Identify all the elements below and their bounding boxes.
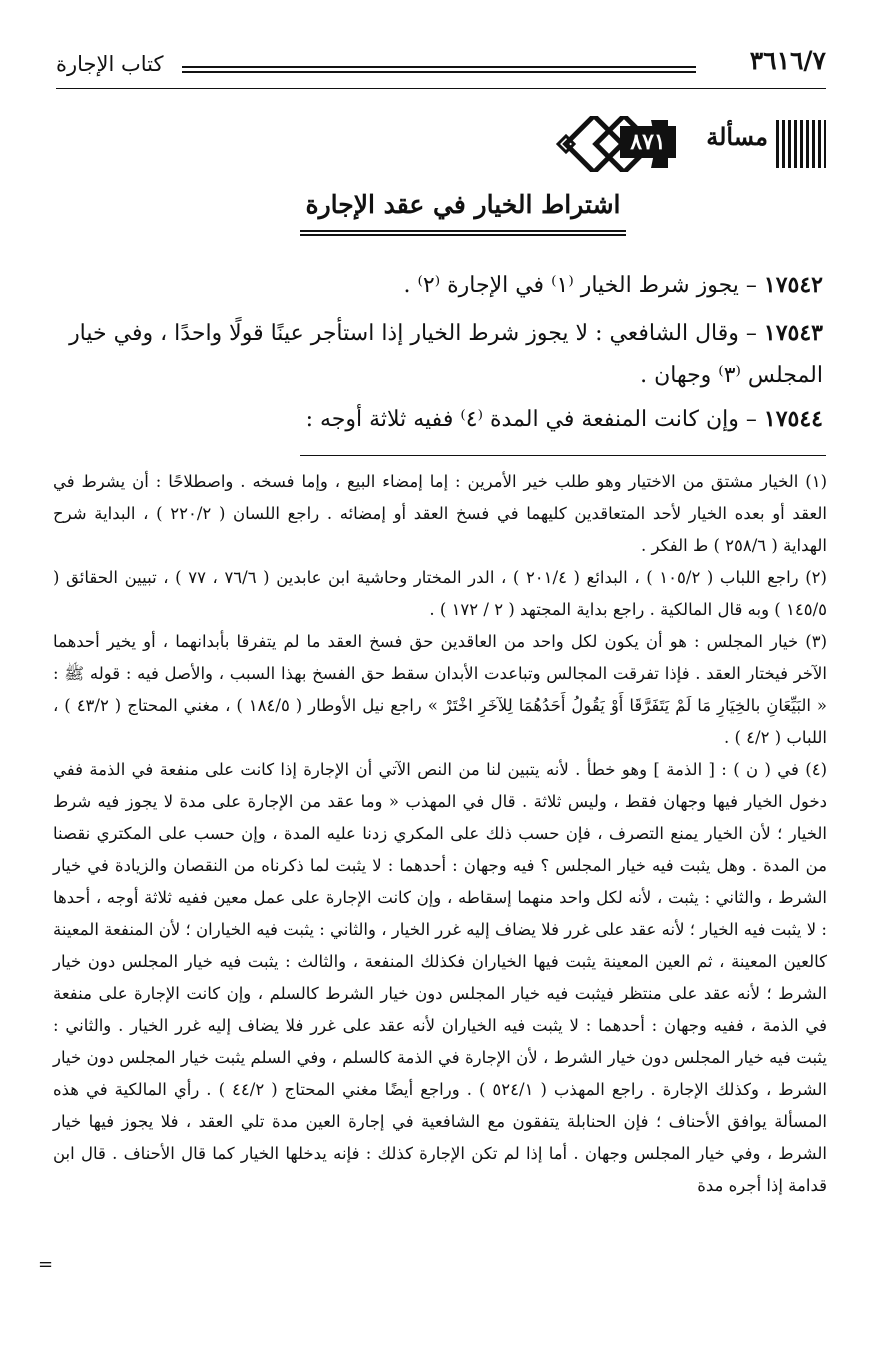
- paragraph: [53, 312, 823, 397]
- book-title: كتاب الإجارة: [56, 52, 164, 76]
- paragraph-text: – يجوز شرط الخيار ⁽١⁾ في الإجارة ⁽٢⁾ .: [403, 273, 757, 298]
- section-title: اشتراط الخيار في عقد الإجارة: [305, 190, 621, 219]
- masala-number: ٨٧١: [620, 126, 676, 158]
- footnote: (٣) خيار المجلس : هو أن يكون لكل واحد من العاقدين حق فسخ العقد ما لم يتفرقا بأبدانهما ، أو يخير أحدهما الآخر فيختار العقد . فإذا تفرقت المجالس وتباعدت الأبدان سقط حق الفسخ بهذا السبب ، والأصل فيه : قوله ﷺ : « البَيِّعَانِ بالخِيَارِ مَا لَمْ يَتَفَرَّقَا أَوْ يَقُولُ أَحَدُهُمَا لِلآخَرِ اخْتَرْ » راجع نيل الأوطار ( ١٨٤/٥ ) ، مغني المحتاج ( ٤٣/٢ ) ، اللباب ( ٤/٢ ) .: [53, 632, 827, 747]
- page-reference: ٣٦١٦/٧: [749, 46, 826, 75]
- header-underline: [56, 88, 826, 89]
- paragraph-text: – وقال الشافعي : لا يجوز شرط الخيار إذا استأجر عينًا قولًا واحدًا ، وفي خيار المجلس ⁽٣⁾ وجهان .: [69, 321, 823, 388]
- title-underline: [300, 230, 626, 236]
- footnote-separator: [300, 455, 826, 456]
- header-rule: [182, 66, 696, 73]
- paragraph-number: ١٧٥٤٤: [763, 406, 823, 432]
- footnote: (٤) في ( ن ) : [ الذمة ] وهو خطأ . لأنه يتبين لنا من النص الآتي أن الإجارة إذا كانت على منفعة في الذمة ففي دخول الخيار فيها وجهان فقط ، وليس ثلاثة . قال في المهذب « وما عقد من الإجارة على مدة لا يجوز فيه شرط الخيار ؛ لأن الخيار يمنع التصرف ، فإن حسب ذلك على المكري زدنا عليه المدة ، وإن حسب على المكتري نقصنا من المدة . وهل يثبت فيه خيار المجلس ؟ فيه وجهان : أحدهما : لا يثبت لما ذكرناه من النقصان والزيادة في خيار الشرط ، والثاني : يثبت ، لأنه لكل واحد منهما إسقاطه ، وإن كانت الإجارة على عمل معين ففيه ثلاثة أوجه ، أحدها : لا يثبت فيه الخيار ؛ لأنه عقد على غرر فلا يضاف إليه غرر الخيار ، والثاني : يثبت فيه الخياران ؛ لأن المنفعة المعينة كالعين المعينة ، ثم العين المعينة يثبت فيها الخياران فكذلك المنفعة ، والثالث : يثبت فيه خيار المجلس دون خيار الشرط ؛ لأنه عقد على منتظر فيثبت فيه خيار المجلس دون خيار الشرط كالسلم ، وإن كانت الإجارة على منفعة في الذمة ، ففيه وجهان : أحدهما : لا يثبت فيه الخياران لأنه عقد على غرر فلا يضاف إليه غرر الخيار . والثاني : يثبت فيه خيار المجلس دون خيار الشرط ، لأن الإجارة في الذمة كالسلم ، وفي السلم يثبت خيار المجلس دون خيار الشرط ، وكذلك الإجارة . راجع المهذب ( ٥٢٤/١ ) . وراجع أيضًا مغني المحتاج ( ٤٤/٢ ) . رأي المالكية في هذه المسألة يوافق الأحناف ؛ فإن الحنابلة يتفقون مع الشافعية في إجارة العين مدة تلي العقد ، فلا يجوز فيها خيار الشرط ، وفي خيار المجلس وجهان . أما إذا لم تكن الإجارة كذلك : فإنه يدخلها الخيار كما قال الأحناف . قال ابن قدامة إذا أجره مدة: [53, 760, 827, 1195]
- paragraph-number: ١٧٥٤٢: [763, 272, 823, 298]
- footnote: (١) الخيار مشتق من الاختيار وهو طلب خير الأمرين : إما إمضاء البيع ، وإما فسخه . واصطلاحًا : أن يشرط في العقد أو بعده الخيار لأحد المتعاقدين كليهما في فسخ العقد أو إمضائه . راجع اللسان ( ٢٢٠/٢ ) ، البداية شرح الهداية ( ٢٥٨/٦ ) ط الفكر .: [53, 472, 827, 555]
- masala-heading: [556, 120, 826, 168]
- running-header: [56, 46, 826, 92]
- paragraph: [53, 264, 823, 307]
- footnotes: [53, 466, 827, 1202]
- hatch-ornament-icon: [776, 120, 826, 168]
- footnote: (٢) راجع اللباب ( ١٠٥/٢ ) ، البدائع ( ٢٠١/٤ ) ، الدر المختار وحاشية ابن عابدين ( ٧٦/٦ ، ٧٧ ) ، تبيين الحقائق ( ١٤٥/٥ ) وبه قال المالكية . راجع بداية المجتهد ( ٢ / ١٧٢ ) .: [53, 568, 827, 619]
- continuation-mark: =: [38, 1254, 54, 1275]
- paragraph-number: ١٧٥٤٣: [763, 320, 823, 346]
- paragraph: [53, 398, 823, 441]
- section-title-box: [300, 190, 626, 234]
- masala-label: مسألة: [706, 122, 768, 151]
- paragraph-text: – وإن كانت المنفعة في المدة ⁽٤⁾ ففيه ثلاثة أوجه :: [305, 407, 757, 432]
